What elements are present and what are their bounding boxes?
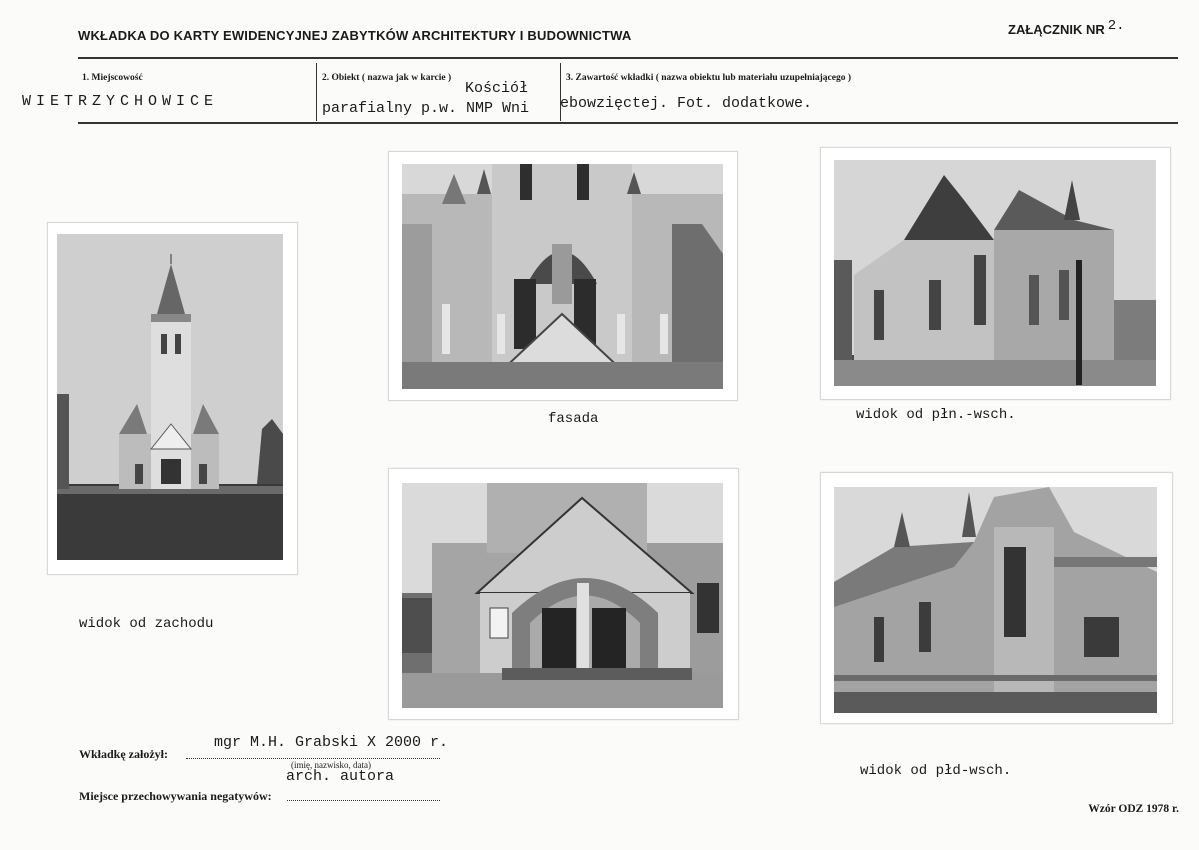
founded-value: mgr M.H. Grabski X 2000 r. [214,734,449,751]
content-value: ebowzięctej. Fot. dodatkowe. [560,95,813,112]
header-rule-bottom [78,122,1178,124]
photo-facade [402,164,723,389]
photo-northeast-view [834,160,1156,386]
caption-west-view: widok od zachodu [79,616,214,632]
negatives-value: arch. autora [286,768,395,785]
header-rule-top [78,57,1178,59]
object-value-line2: parafialny p.w. NMP Wni [322,100,530,117]
annex-label-text: ZAŁĄCZNIK NR [1008,22,1105,37]
form-model: Wzór ODZ 1978 r. [1088,803,1179,815]
content-label: 3. Zawartość wkładki ( nazwa obiektu lub materiału uzupełniającego ) [566,73,852,83]
object-label: 2. Obiekt ( nazwa jak w karcie ) [322,73,452,83]
founded-dotted-line [186,758,440,759]
photo-west-view [57,234,283,560]
field-divider-2 [560,63,561,121]
place-label: 1. Miejscowość [82,73,143,83]
photo-portal [402,483,723,708]
annex-label [1008,18,1125,39]
caption-facade: fasada [548,411,599,427]
form-title: WKŁADKA DO KARTY EWIDENCYJNEJ ZABYTKÓW ARCHITEKTURY I BUDOWNICTWA [78,28,632,43]
negatives-dotted-line [287,800,440,801]
object-value-line1: Kościół [465,80,529,97]
place-value: WIETRZYCHOWICE [22,93,219,110]
photo-southeast-view [834,487,1157,713]
founded-hint: (imię, nazwisko, data) [291,760,371,770]
caption-northeast-view: widok od płn.-wsch. [856,407,1016,423]
founded-label: Wkładkę założył: [79,747,168,761]
negatives-label: Miejsce przechowywania negatywów: [79,789,272,803]
caption-southeast-view: widok od płd-wsch. [860,763,1012,779]
annex-number: 2. [1107,18,1125,34]
field-divider-1 [316,63,317,121]
